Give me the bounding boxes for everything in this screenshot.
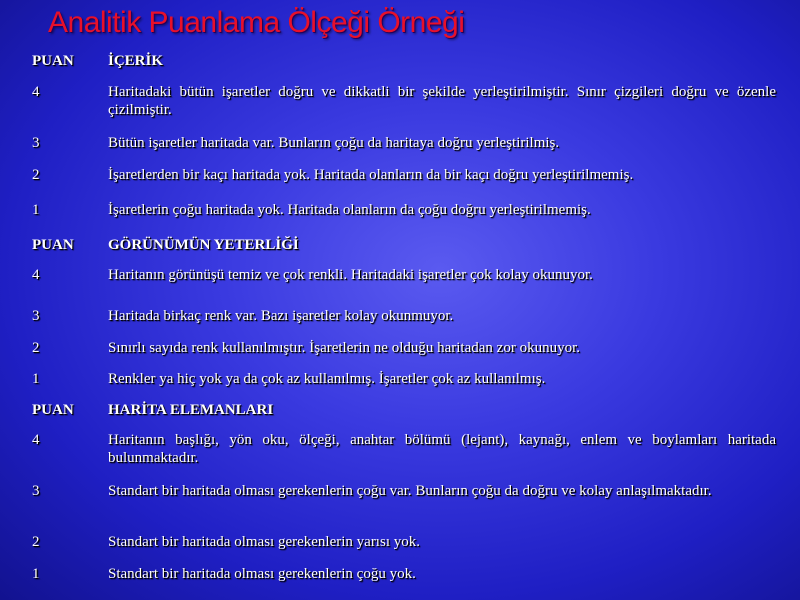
score-value: 4 <box>32 267 40 283</box>
criterion-text: Standart bir haritada olması gerekenlerin yarısı yok. <box>108 534 420 550</box>
criterion-text: Haritadaki bütün işaretler doğru ve dikkatli bir şekilde yerleştirilmiştir. Sınır çizgileri doğru ve özenle çizilmiştir. <box>108 84 776 118</box>
score-value: 3 <box>32 135 40 151</box>
score-value: 4 <box>32 84 40 100</box>
criterion-text: İşaretlerden bir kaçı haritada yok. Haritada olanların da bir kaçı doğru yerleştirilmemiş. <box>108 167 634 183</box>
score-column-header: PUAN <box>32 53 74 69</box>
score-column-header: PUAN <box>32 237 74 253</box>
category-header-content: İÇERİK <box>108 53 164 69</box>
score-value: 1 <box>32 371 40 387</box>
criterion-text: Haritada birkaç renk var. Bazı işaretler kolay okunmuyor. <box>108 308 454 324</box>
score-value: 3 <box>32 308 40 324</box>
score-value: 4 <box>32 432 40 448</box>
score-value: 2 <box>32 340 40 356</box>
score-value: 1 <box>32 566 40 582</box>
criterion-text: Standart bir haritada olması gerekenlerin çoğu var. Bunların çoğu da doğru ve kolay anlaşılmaktadır. <box>108 483 712 499</box>
score-value: 2 <box>32 167 40 183</box>
criterion-text: Haritanın başlığı, yön oku, ölçeği, anahtar bölümü (lejant), kaynağı, enlem ve boylamları haritada bulunmaktadır. <box>108 432 776 466</box>
criterion-text: Renkler ya hiç yok ya da çok az kullanılmış. İşaretler çok az kullanılmış. <box>108 371 546 387</box>
score-column-header: PUAN <box>32 402 74 418</box>
criterion-text: İşaretlerin çoğu haritada yok. Haritada olanların da çoğu doğru yerleştirilmemiş. <box>108 202 591 218</box>
score-value: 2 <box>32 534 40 550</box>
criterion-text: Bütün işaretler haritada var. Bunların çoğu da haritaya doğru yerleştirilmiş. <box>108 135 560 151</box>
criterion-text: Standart bir haritada olması gerekenlerin çoğu yok. <box>108 566 416 582</box>
category-header-appearance: GÖRÜNÜMÜN YETERLİĞİ <box>108 237 299 253</box>
slide-title: Analitik Puanlama Ölçeği Örneği <box>48 6 465 39</box>
score-value: 1 <box>32 202 40 218</box>
criterion-text: Haritanın görünüşü temiz ve çok renkli. Haritadaki işaretler çok kolay okunuyor. <box>108 267 593 283</box>
category-header-map-elements: HARİTA ELEMANLARI <box>108 402 274 418</box>
criterion-text: Sınırlı sayıda renk kullanılmıştır. İşaretlerin ne olduğu haritadan zor okunuyor. <box>108 340 580 356</box>
score-value: 3 <box>32 483 40 499</box>
